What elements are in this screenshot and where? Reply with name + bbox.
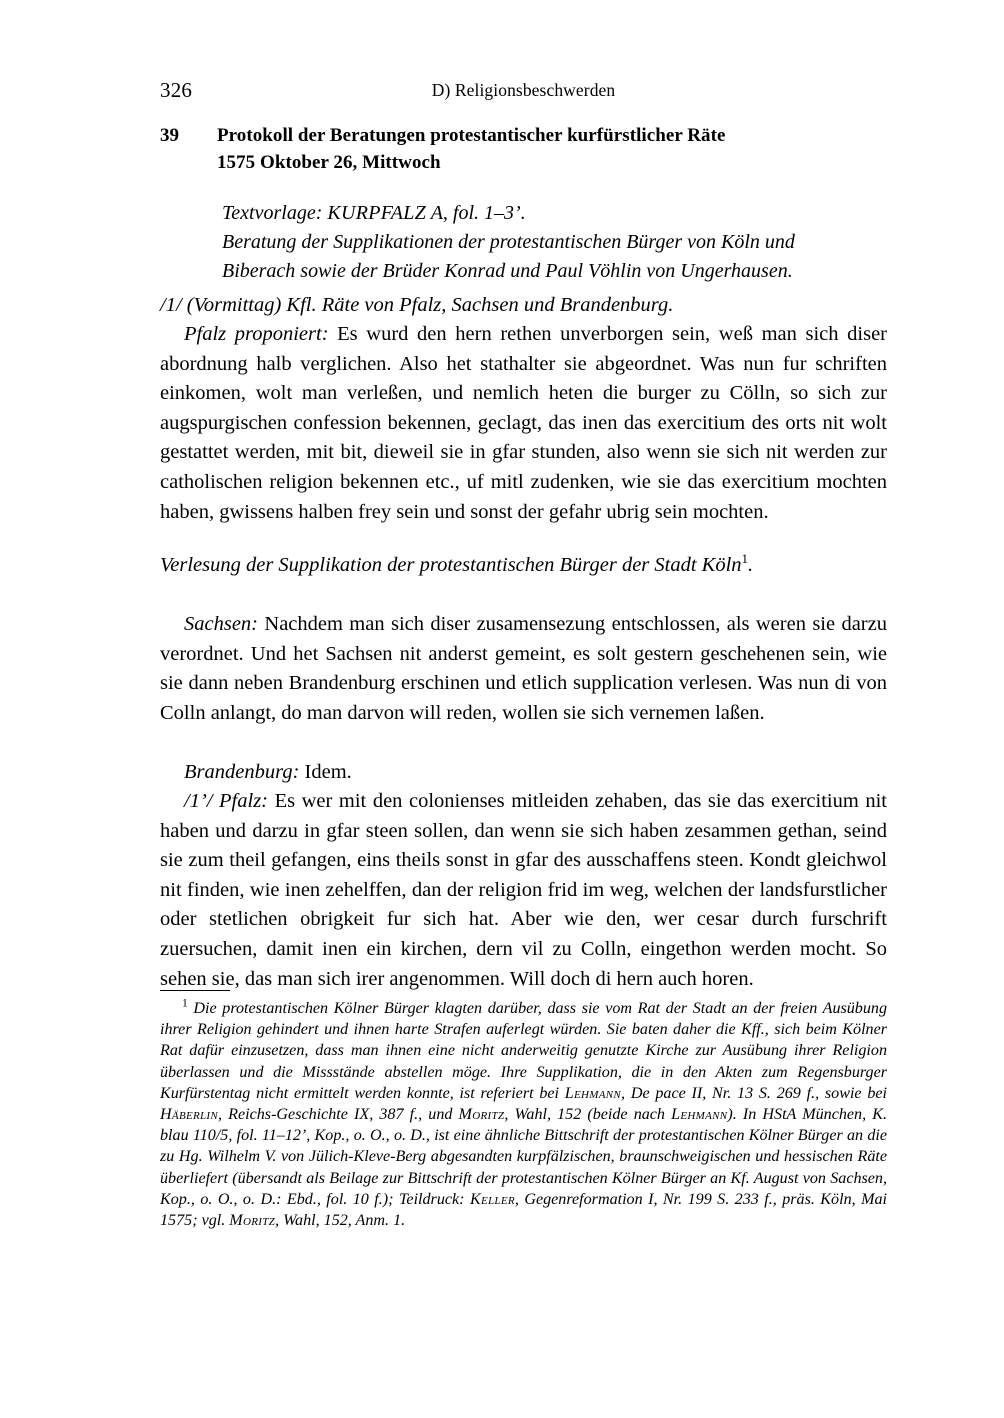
footnote-segment-1: Die protestantischen Kölner Bürger klagten darüber, dass sie vom Rat der Stadt an der freien Ausübung ihrer Religion gehindert und ihnen harte Strafen auferlegt würden. Sie baten daher die Kff., sich beim Kölner Rat dafür einzusetzen, dass man ihnen eine nicht anderweitig genutzte Kirche zur Ausübung ihrer Religion überlassen und die Missstände abstellen möge. Ihre Supplikation, die in den Akten zum Regensburger Kurfürstentag nicht ermittelt werden konnte, ist referiert bei	[160, 1000, 887, 1102]
sachsen-speech-text: Nachdem man sich diser zusamensezung entschlossen, als weren sie darzu verordnet. Und het Sachsen nit anderst gemeint, es solt gestern geschehenen sein, wie sie dann neben Brandenburg erschinen und etlich supplication verlesen. Was nun di von Colln anlangt, do man darvon will reden, wollen sie sich vernemen laßen.	[160, 613, 887, 724]
source-label: Textvorlage:	[222, 202, 323, 224]
verlesung-note	[160, 551, 887, 581]
pfalz2-speaker-label: /1’/ Pfalz:	[184, 790, 268, 812]
footnote-reference-1[interactable]: 1	[741, 551, 749, 567]
source-summary-line-1: Beratung der Supplikationen der protestantischen Bürger von Köln und	[222, 231, 795, 253]
source-note	[222, 199, 887, 286]
footnote-author-haeberlin: Häberlin	[160, 1106, 219, 1124]
document-title	[217, 122, 887, 176]
footnote-author-keller: Keller	[469, 1190, 515, 1208]
verlesung-note-text: Verlesung der Supplikation der protestantischen Bürger der Stadt Köln	[160, 554, 742, 576]
pfalz-paragraph	[160, 320, 887, 527]
paragraph-brandenburg	[160, 758, 887, 788]
footnote-segment-7: , Wahl, 152, Anm. 1.	[275, 1212, 406, 1230]
footnote-number: 1	[182, 997, 188, 1010]
footnote-author-moritz-2: Moritz	[229, 1212, 276, 1230]
sachsen-paragraph	[160, 610, 887, 728]
footnote-block	[160, 998, 887, 1231]
pfalz2-paragraph	[160, 787, 887, 994]
pfalz-speaker-label: Pfalz proponiert:	[184, 323, 329, 345]
section-heading-vormittag	[160, 291, 887, 321]
footnote-segment-4: , Wahl, 152 (beide nach	[504, 1106, 672, 1124]
footnote-segment-5: ). In HStA München, K. blau 110/5, fol. 11–12’, Kop., o. O., o. D., ist eine ähnliche Bittschrift der protestantischen Kölner Bürger an die zu Hg. Wilhelm V. von Jülich-Kleve-Berg abgesandten kurpfälzischen, braunschweigischen und hessischen Räte überliefert (übersandt als Beilage zur Bittschrift der protestantischen Kölner Bürger an Kf. August von Sachsen, Kop., o. O., o. D.: Ebd., fol. 10 f.); Teildruck:	[160, 1106, 887, 1208]
paragraph-pfalz-second	[160, 787, 887, 994]
footnote-segment-3: , Reichs-Geschichte IX, 387 f., und	[218, 1106, 459, 1124]
source-textvorlage-line	[222, 199, 887, 228]
brandenburg-speech-text: Idem.	[299, 761, 352, 783]
footnote-author-lehmann-2: Lehmann	[671, 1106, 728, 1124]
footnote-separator-rule	[160, 990, 230, 991]
vormittag-heading-text: /1/ (Vormittag) Kfl. Räte von Pfalz, Sachsen und Brandenburg.	[160, 294, 674, 316]
footnote-1	[160, 998, 887, 1231]
brandenburg-speaker-label: Brandenburg:	[184, 761, 300, 783]
verlesung-note-period: .	[748, 554, 754, 576]
paragraph-pfalz-proponiert	[160, 320, 887, 527]
running-head	[160, 78, 887, 102]
sachsen-speaker-label: Sachsen:	[184, 613, 259, 635]
running-head-title: D) Religionsbeschwerden	[431, 80, 616, 100]
paragraph-verlesung-note	[160, 551, 887, 581]
source-shelfmark-rest: A, fol. 1–3’.	[426, 202, 526, 224]
footnote-segment-6: , Gegenreformation I, Nr. 199 S. 233 f., präs. Köln, Mai 1575; vgl.	[160, 1190, 887, 1230]
source-summary-line-2: Biberach sowie der Brüder Konrad und Paul Vöhlin von Ungerhausen.	[222, 260, 793, 282]
document-title-line-1: Protokoll der Beratungen protestantischer kurfürstlicher Räte	[217, 125, 726, 146]
brandenburg-paragraph	[160, 758, 887, 788]
document-title-line-2: 1575 Oktober 26, Mittwoch	[217, 152, 441, 173]
footnote-author-moritz: Moritz	[458, 1106, 505, 1124]
document-heading	[160, 122, 887, 176]
paragraph-sachsen	[160, 610, 887, 728]
footnote-author-lehmann: Lehmann	[564, 1084, 622, 1102]
page-number: 326	[160, 78, 193, 102]
source-shelfmark: KURPFALZ	[327, 202, 427, 224]
footnote-segment-2: , De pace II, Nr. 13 S. 269 f., sowie bei	[621, 1084, 887, 1102]
pfalz2-speech-text: Es wer mit den colonienses mitleiden zehaben, das sie das exercitium nit haben und darzu in gfar steen sollen, dan wenn sie sich haben zesammen gethan, seind sie zum theil gefangen, eins theils sonst in gfar des ausschaffens steen. Kondt gleichwol nit finden, wie inen zehelffen, dan der religion frid im weg, welchen der landsfurstlicher oder stetlichen obrigkeit fur sich hat. Aber wie den, wer cesar durch furschrift zuersuchen, damit inen ein kirchen, dern vil zu Colln, eingethon werden mocht. So sehen sie, das man sich irer angenommen. Will doch di hern auch horen.	[160, 790, 887, 990]
pfalz-speech-text: Es wurd den hern rethen unverborgen sein, weß man sich diser abordnung halb verglichen. Also het stathalter sie abgeordnet. Was nun fur schriften einkomen, wolt man verleßen, und nemlich heten die burger zu Cölln, so sich zur augspurgischen confession bekennen, geclagt, das inen das exercitium des orts nit wolt gestattet werden, mit bit, dieweil sie in gfar stunden, also wenn sie sich nit werden zur catholischen religion bekennen etc., uf mitl zudenken, wie sie das exercitium mochten haben, gwissens halben frey sein und sonst der gefahr ubrig sein mochten.	[160, 323, 887, 523]
document-number: 39	[160, 125, 179, 146]
